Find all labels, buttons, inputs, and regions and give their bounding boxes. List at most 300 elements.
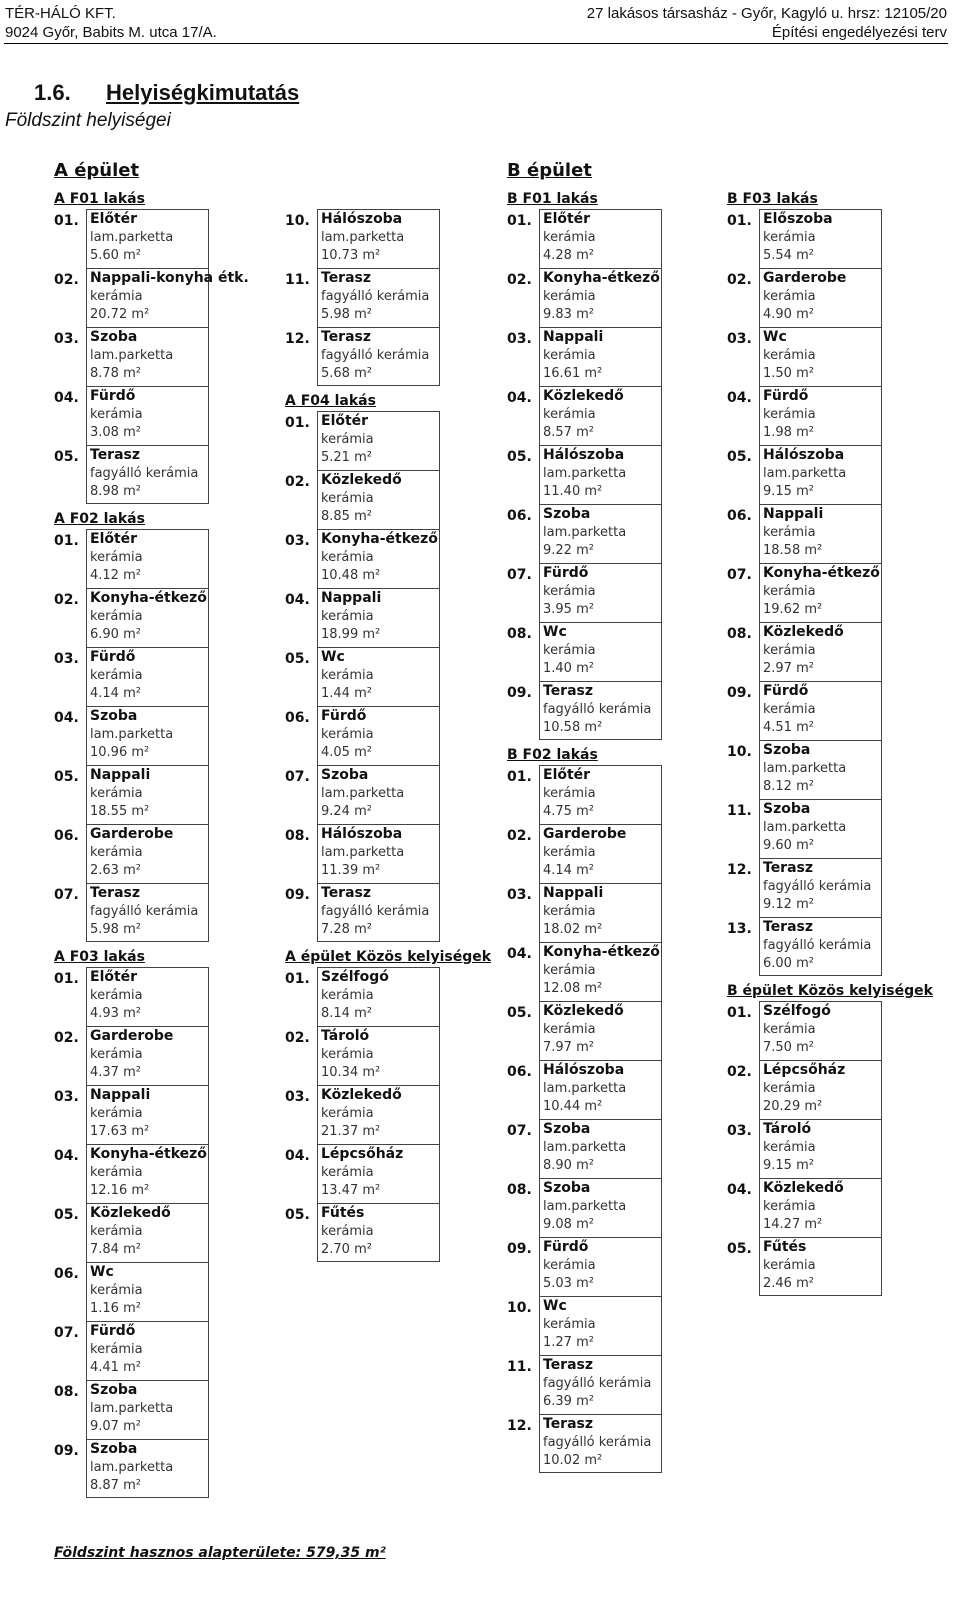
room-area: 5.54 m² xyxy=(763,248,814,263)
room-material: kerámia xyxy=(543,583,596,599)
room-row xyxy=(54,706,290,765)
room-cell xyxy=(759,209,882,268)
room-name: Wc xyxy=(543,624,567,640)
room-name: Nappali-konyha étk. xyxy=(90,270,249,286)
room-cell xyxy=(539,1296,662,1355)
room-number: 01. xyxy=(507,769,532,785)
room-cell xyxy=(539,386,662,445)
room-material: kerámia xyxy=(763,1198,816,1214)
room-name: Terasz xyxy=(321,329,372,345)
room-cell xyxy=(759,740,882,799)
room-material: fagyálló kerámia xyxy=(90,465,199,481)
room-area: 10.48 m² xyxy=(321,568,381,583)
room-number: 01. xyxy=(54,533,79,549)
room-row xyxy=(507,1178,743,1237)
room-area: 19.62 m² xyxy=(763,602,823,617)
column-b-right xyxy=(727,190,960,1302)
room-list xyxy=(285,967,521,1262)
room-name: Garderobe xyxy=(90,826,174,842)
room-area: 3.95 m² xyxy=(543,602,594,617)
room-cell xyxy=(86,824,209,883)
room-row xyxy=(54,445,290,504)
room-name: Nappali xyxy=(90,767,151,783)
room-name: Wc xyxy=(321,649,345,665)
room-material: kerámia xyxy=(763,1257,816,1273)
room-name: Garderobe xyxy=(543,826,627,842)
room-cell xyxy=(759,327,882,386)
room-material: kerámia xyxy=(321,1164,374,1180)
room-cell xyxy=(317,967,440,1026)
room-name: Nappali xyxy=(321,590,382,606)
header-divider xyxy=(4,43,948,44)
room-area: 18.58 m² xyxy=(763,543,823,558)
column-a-right xyxy=(285,209,521,1268)
room-number: 03. xyxy=(54,331,79,347)
room-cell xyxy=(539,1355,662,1414)
room-area: 4.28 m² xyxy=(543,248,594,263)
room-material: kerámia xyxy=(763,406,816,422)
room-area: 5.98 m² xyxy=(90,922,141,937)
room-material: kerámia xyxy=(543,785,596,801)
room-area: 2.70 m² xyxy=(321,1242,372,1257)
room-material: lam.parketta xyxy=(543,465,627,481)
room-cell xyxy=(759,1178,882,1237)
room-name: Közlekedő xyxy=(321,1087,402,1103)
room-row xyxy=(727,504,960,563)
section-title xyxy=(34,80,299,106)
room-area: 20.72 m² xyxy=(90,307,150,322)
room-material: kerámia xyxy=(543,642,596,658)
room-material: kerámia xyxy=(543,1257,596,1273)
room-material: fagyálló kerámia xyxy=(90,903,199,919)
room-material: lam.parketta xyxy=(763,465,847,481)
room-name: Szoba xyxy=(763,742,811,758)
room-name: Fürdő xyxy=(543,1239,589,1255)
room-material: kerámia xyxy=(543,903,596,919)
room-number: 07. xyxy=(507,1123,532,1139)
room-cell xyxy=(317,883,440,942)
room-name: Terasz xyxy=(321,270,372,286)
room-name: Garderobe xyxy=(90,1028,174,1044)
room-cell xyxy=(539,445,662,504)
room-area: 3.08 m² xyxy=(90,425,141,440)
room-cell xyxy=(539,563,662,622)
room-name: Wc xyxy=(763,329,787,345)
room-name: Tároló xyxy=(763,1121,812,1137)
room-area: 9.60 m² xyxy=(763,838,814,853)
room-row xyxy=(54,1144,290,1203)
room-number: 08. xyxy=(727,626,752,642)
room-number: 02. xyxy=(727,272,752,288)
room-row xyxy=(727,386,960,445)
room-cell xyxy=(317,706,440,765)
room-area: 9.83 m² xyxy=(543,307,594,322)
room-cell xyxy=(759,268,882,327)
apartment-title: B F03 lakás xyxy=(727,191,818,207)
room-material: kerámia xyxy=(90,785,143,801)
room-area: 16.61 m² xyxy=(543,366,603,381)
room-area: 5.60 m² xyxy=(90,248,141,263)
room-area: 5.03 m² xyxy=(543,1276,594,1291)
room-material: kerámia xyxy=(90,1164,143,1180)
room-name: Hálószoba xyxy=(543,1062,625,1078)
room-row xyxy=(54,824,290,883)
room-area: 1.44 m² xyxy=(321,686,372,701)
section-number: 1.6. xyxy=(34,80,71,105)
room-material: fagyálló kerámia xyxy=(321,903,430,919)
section-title-text: Helyiségkimutatás xyxy=(106,80,300,105)
room-material: fagyálló kerámia xyxy=(543,1434,652,1450)
room-name: Lépcsőház xyxy=(321,1146,404,1162)
room-row xyxy=(727,1237,960,1296)
room-row xyxy=(507,942,743,1001)
room-row xyxy=(507,1296,743,1355)
room-cell xyxy=(539,1119,662,1178)
room-row xyxy=(507,681,743,740)
room-number: 07. xyxy=(507,567,532,583)
room-area: 9.22 m² xyxy=(543,543,594,558)
room-material: lam.parketta xyxy=(90,726,174,742)
room-row xyxy=(507,504,743,563)
room-row xyxy=(507,268,743,327)
room-cell xyxy=(317,1085,440,1144)
room-material: kerámia xyxy=(321,549,374,565)
room-list xyxy=(54,967,290,1498)
room-number: 09. xyxy=(507,685,532,701)
room-name: Fürdő xyxy=(90,1323,136,1339)
apartment-block xyxy=(54,190,290,504)
header-left xyxy=(5,4,217,42)
room-material: kerámia xyxy=(763,583,816,599)
room-material: kerámia xyxy=(763,701,816,717)
room-area: 8.12 m² xyxy=(763,779,814,794)
room-name: Tároló xyxy=(321,1028,370,1044)
room-number: 05. xyxy=(54,449,79,465)
room-number: 08. xyxy=(507,1182,532,1198)
room-material: kerámia xyxy=(543,844,596,860)
room-material: kerámia xyxy=(763,1080,816,1096)
room-name: Garderobe xyxy=(763,270,847,286)
room-area: 4.14 m² xyxy=(90,686,141,701)
room-name: Fürdő xyxy=(90,649,136,665)
room-cell xyxy=(317,1144,440,1203)
room-row xyxy=(285,824,521,883)
room-row xyxy=(285,1144,521,1203)
room-row xyxy=(54,327,290,386)
room-material: fagyálló kerámia xyxy=(321,288,430,304)
room-row xyxy=(507,1414,743,1473)
room-cell xyxy=(317,470,440,529)
room-area: 5.98 m² xyxy=(321,307,372,322)
room-name: Terasz xyxy=(90,885,141,901)
room-area: 10.58 m² xyxy=(543,720,603,735)
room-material: kerámia xyxy=(321,1046,374,1062)
room-material: kerámia xyxy=(543,288,596,304)
room-number: 11. xyxy=(727,803,752,819)
room-name: Közlekedő xyxy=(543,1003,624,1019)
room-name: Konyha-étkező xyxy=(543,944,660,960)
room-row xyxy=(285,327,521,386)
room-number: 06. xyxy=(54,828,79,844)
room-row xyxy=(285,1203,521,1262)
room-cell xyxy=(539,824,662,883)
room-area: 10.44 m² xyxy=(543,1099,603,1114)
room-row xyxy=(507,386,743,445)
room-area: 4.93 m² xyxy=(90,1006,141,1021)
apartment-block xyxy=(285,209,521,386)
room-row xyxy=(727,445,960,504)
room-cell xyxy=(86,1085,209,1144)
room-material: kerámia xyxy=(321,1223,374,1239)
room-name: Előtér xyxy=(90,211,138,227)
room-area: 4.37 m² xyxy=(90,1065,141,1080)
room-number: 05. xyxy=(727,1241,752,1257)
building-b-heading: B épület xyxy=(507,160,592,181)
room-row xyxy=(54,765,290,824)
room-material: lam.parketta xyxy=(321,844,405,860)
room-number: 02. xyxy=(54,272,79,288)
room-name: Konyha-étkező xyxy=(90,590,207,606)
room-name: Szoba xyxy=(90,708,138,724)
room-name: Előszoba xyxy=(763,211,833,227)
room-cell xyxy=(86,1144,209,1203)
room-number: 04. xyxy=(54,710,79,726)
room-cell xyxy=(759,622,882,681)
room-area: 11.40 m² xyxy=(543,484,603,499)
room-material: fagyálló kerámia xyxy=(543,1375,652,1391)
room-list xyxy=(54,209,290,504)
room-cell xyxy=(317,1026,440,1085)
room-row xyxy=(285,529,521,588)
room-row xyxy=(54,386,290,445)
room-name: Közlekedő xyxy=(543,388,624,404)
room-area: 13.47 m² xyxy=(321,1183,381,1198)
room-material: kerámia xyxy=(763,347,816,363)
room-area: 9.15 m² xyxy=(763,484,814,499)
room-number: 01. xyxy=(507,213,532,229)
room-cell xyxy=(86,1439,209,1498)
room-number: 02. xyxy=(285,1030,310,1046)
apartment-block xyxy=(54,948,290,1498)
room-cell xyxy=(317,647,440,706)
room-number: 10. xyxy=(507,1300,532,1316)
room-number: 02. xyxy=(285,474,310,490)
room-number: 01. xyxy=(54,971,79,987)
room-cell xyxy=(539,1060,662,1119)
room-cell xyxy=(539,1001,662,1060)
room-name: Fürdő xyxy=(763,388,809,404)
room-row xyxy=(285,411,521,470)
room-area: 6.00 m² xyxy=(763,956,814,971)
room-cell xyxy=(759,681,882,740)
room-row xyxy=(727,858,960,917)
room-number: 04. xyxy=(727,390,752,406)
room-area: 9.08 m² xyxy=(543,1217,594,1232)
column-b-left xyxy=(507,190,743,1479)
room-name: Szélfogó xyxy=(321,969,389,985)
room-name: Konyha-étkező xyxy=(321,531,438,547)
room-number: 05. xyxy=(285,1207,310,1223)
room-number: 11. xyxy=(507,1359,532,1375)
room-cell xyxy=(759,1237,882,1296)
room-material: fagyálló kerámia xyxy=(763,878,872,894)
room-material: kerámia xyxy=(763,229,816,245)
apartment-block xyxy=(727,982,960,1296)
room-row xyxy=(507,883,743,942)
room-material: kerámia xyxy=(90,608,143,624)
room-cell xyxy=(539,883,662,942)
room-name: Hálószoba xyxy=(321,826,403,842)
room-cell xyxy=(86,883,209,942)
room-row xyxy=(727,740,960,799)
room-cell xyxy=(539,681,662,740)
room-number: 03. xyxy=(54,1089,79,1105)
room-list xyxy=(727,209,960,976)
room-row xyxy=(507,765,743,824)
room-name: Közlekedő xyxy=(763,1180,844,1196)
room-number: 07. xyxy=(727,567,752,583)
room-material: kerámia xyxy=(763,1021,816,1037)
room-name: Előtér xyxy=(543,767,591,783)
company-address: 9024 Győr, Babits M. utca 17/A. xyxy=(5,24,217,41)
header-right xyxy=(587,4,947,42)
room-number: 05. xyxy=(507,449,532,465)
room-row xyxy=(54,647,290,706)
room-cell xyxy=(539,327,662,386)
room-area: 18.55 m² xyxy=(90,804,150,819)
apartment-block xyxy=(507,746,743,1473)
room-area: 8.78 m² xyxy=(90,366,141,381)
room-cell xyxy=(86,1380,209,1439)
room-row xyxy=(285,209,521,268)
room-row xyxy=(727,917,960,976)
room-row xyxy=(285,268,521,327)
room-area: 10.96 m² xyxy=(90,745,150,760)
room-number: 09. xyxy=(507,1241,532,1257)
room-cell xyxy=(86,1026,209,1085)
room-number: 04. xyxy=(507,390,532,406)
room-number: 13. xyxy=(727,921,752,937)
room-material: lam.parketta xyxy=(90,1400,174,1416)
apartment-title: A épület Közös kelyiségek xyxy=(285,949,492,965)
room-area: 7.50 m² xyxy=(763,1040,814,1055)
room-number: 05. xyxy=(507,1005,532,1021)
room-cell xyxy=(86,209,209,268)
room-cell xyxy=(317,411,440,470)
apartment-block xyxy=(727,190,960,976)
room-name: Terasz xyxy=(543,1416,594,1432)
room-number: 03. xyxy=(285,533,310,549)
room-row xyxy=(285,1026,521,1085)
room-area: 17.63 m² xyxy=(90,1124,150,1139)
room-number: 05. xyxy=(727,449,752,465)
room-cell xyxy=(539,504,662,563)
room-cell xyxy=(86,1321,209,1380)
room-name: Terasz xyxy=(763,860,814,876)
room-list xyxy=(285,411,521,942)
room-number: 02. xyxy=(54,592,79,608)
room-material: lam.parketta xyxy=(543,1139,627,1155)
room-row xyxy=(54,1321,290,1380)
room-material: fagyálló kerámia xyxy=(321,347,430,363)
room-cell xyxy=(539,209,662,268)
room-name: Szoba xyxy=(763,801,811,817)
room-area: 1.27 m² xyxy=(543,1335,594,1350)
room-cell xyxy=(759,1119,882,1178)
room-row xyxy=(727,622,960,681)
room-area: 12.08 m² xyxy=(543,981,603,996)
apartment-block xyxy=(507,190,743,740)
room-list xyxy=(507,765,743,1473)
room-area: 20.29 m² xyxy=(763,1099,823,1114)
room-material: kerámia xyxy=(90,1341,143,1357)
room-name: Lépcsőház xyxy=(763,1062,846,1078)
room-area: 9.07 m² xyxy=(90,1419,141,1434)
room-row xyxy=(507,622,743,681)
room-number: 01. xyxy=(285,971,310,987)
room-cell xyxy=(759,1060,882,1119)
room-number: 08. xyxy=(54,1384,79,1400)
room-number: 12. xyxy=(285,331,310,347)
room-cell xyxy=(317,268,440,327)
room-area: 10.34 m² xyxy=(321,1065,381,1080)
room-number: 03. xyxy=(507,887,532,903)
room-cell xyxy=(539,765,662,824)
room-material: kerámia xyxy=(543,406,596,422)
room-number: 02. xyxy=(727,1064,752,1080)
room-area: 12.16 m² xyxy=(90,1183,150,1198)
room-number: 08. xyxy=(507,626,532,642)
room-cell xyxy=(539,1237,662,1296)
apartment-block xyxy=(54,510,290,942)
room-row xyxy=(727,209,960,268)
room-number: 12. xyxy=(727,862,752,878)
room-row xyxy=(54,1262,290,1321)
room-area: 4.75 m² xyxy=(543,804,594,819)
room-list xyxy=(727,1001,960,1296)
room-material: lam.parketta xyxy=(543,1080,627,1096)
room-cell xyxy=(86,327,209,386)
room-row xyxy=(507,1355,743,1414)
room-material: kerámia xyxy=(90,1105,143,1121)
room-material: fagyálló kerámia xyxy=(763,937,872,953)
room-material: kerámia xyxy=(90,987,143,1003)
room-row xyxy=(727,1001,960,1060)
room-area: 4.41 m² xyxy=(90,1360,141,1375)
room-area: 14.27 m² xyxy=(763,1217,823,1232)
room-row xyxy=(285,706,521,765)
room-area: 4.14 m² xyxy=(543,863,594,878)
room-cell xyxy=(539,942,662,1001)
room-area: 5.68 m² xyxy=(321,366,372,381)
room-area: 6.90 m² xyxy=(90,627,141,642)
column-a-left xyxy=(54,190,290,1504)
room-cell xyxy=(317,1203,440,1262)
apartment-block xyxy=(285,948,521,1262)
room-area: 8.98 m² xyxy=(90,484,141,499)
room-row xyxy=(54,883,290,942)
room-area: 11.39 m² xyxy=(321,863,381,878)
room-number: 03. xyxy=(727,331,752,347)
room-number: 07. xyxy=(54,1325,79,1341)
room-material: kerámia xyxy=(763,288,816,304)
room-cell xyxy=(86,386,209,445)
room-name: Szoba xyxy=(543,1121,591,1137)
room-row xyxy=(285,647,521,706)
room-row xyxy=(507,1001,743,1060)
room-material: kerámia xyxy=(321,1105,374,1121)
apartment-title: A F04 lakás xyxy=(285,393,376,409)
